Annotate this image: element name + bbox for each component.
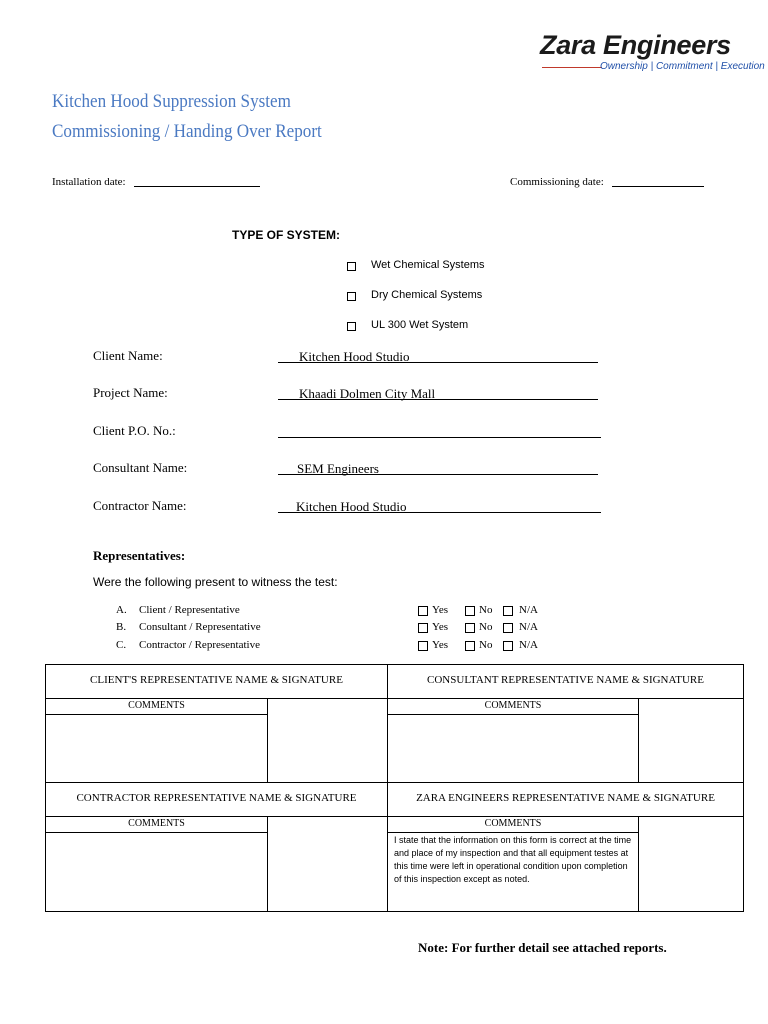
ul300-label: UL 300 Wet System <box>371 319 469 331</box>
witness-question: Were the following present to witness the test: <box>93 575 338 589</box>
project-name-value: Khaadi Dolmen City Mall <box>299 386 436 401</box>
company-tagline: Ownership | Commitment | Execution <box>600 61 765 72</box>
rep-c-no-checkbox[interactable] <box>465 641 475 651</box>
rep-b-yes-checkbox[interactable] <box>418 623 428 633</box>
system-type-heading: TYPE OF SYSTEM: <box>232 228 341 242</box>
dry-chemical-checkbox[interactable] <box>347 292 356 301</box>
contractor-comments-field[interactable] <box>46 833 267 911</box>
report-title-line1: Kitchen Hood Suppression System <box>52 91 291 112</box>
rep-a-yes-label: Yes <box>432 604 449 616</box>
project-name-field[interactable] <box>278 385 598 400</box>
commissioning-date-label: Commissioning date: <box>510 176 604 188</box>
contractor-signature-field[interactable] <box>268 817 387 911</box>
rep-b-no-label: No <box>479 621 493 633</box>
consultant-signature-field[interactable] <box>639 699 743 782</box>
rep-c-no-label: No <box>479 639 493 651</box>
client-signature-field[interactable] <box>268 699 387 782</box>
contractor-comments-label: COMMENTS <box>128 818 185 829</box>
consultant-name-value: SEM Engineers <box>297 461 379 476</box>
rep-b-label: Consultant / Representative <box>139 621 261 633</box>
project-name-label: Project Name: <box>93 385 168 400</box>
report-title-line2: Commissioning / Handing Over Report <box>52 121 322 142</box>
rep-c-na-label: N/A <box>519 639 538 651</box>
contractor-name-label: Contractor Name: <box>93 498 187 513</box>
representatives-heading: Representatives: <box>93 548 186 563</box>
commissioning-date-field[interactable] <box>612 174 704 187</box>
consultant-name-label: Consultant Name: <box>93 460 188 475</box>
rep-b-na-checkbox[interactable] <box>503 623 513 633</box>
client-po-field[interactable] <box>278 423 601 438</box>
rep-a-no-checkbox[interactable] <box>465 606 475 616</box>
client-comments-label: COMMENTS <box>128 700 185 711</box>
rep-c-letter: C. <box>116 639 127 651</box>
rep-a-no-label: No <box>479 604 493 616</box>
footer-note: Note: For further detail see attached reports. <box>418 940 667 955</box>
consultant-signature-header: CONSULTANT REPRESENTATIVE NAME & SIGNATURE <box>427 674 704 686</box>
client-name-label: Client Name: <box>93 348 163 363</box>
rep-c-label: Contractor / Representative <box>139 639 260 651</box>
installation-date-label: Installation date: <box>52 176 126 188</box>
inspection-statement: I state that the information on this form is correct at the time and place of my inspection and that all equipment testes at this time were left in operational condition upon completion of this inspection except as noted. <box>394 835 632 884</box>
rep-b-letter: B. <box>116 621 127 633</box>
rep-a-na-label: N/A <box>519 604 538 616</box>
consultant-comments-label: COMMENTS <box>484 700 542 711</box>
rep-c-yes-checkbox[interactable] <box>418 641 428 651</box>
wet-chemical-label: Wet Chemical Systems <box>371 259 485 271</box>
zara-signature-field[interactable] <box>639 817 743 911</box>
client-name-value: Kitchen Hood Studio <box>299 349 410 364</box>
zara-comments-label: COMMENTS <box>484 818 542 829</box>
installation-date-field[interactable] <box>134 174 260 187</box>
client-po-label: Client P.O. No.: <box>93 423 176 438</box>
client-signature-header: CLIENT'S REPRESENTATIVE NAME & SIGNATURE <box>90 674 343 686</box>
company-logo-name: Zara Engineers <box>540 30 731 60</box>
contractor-name-value: Kitchen Hood Studio <box>296 499 407 514</box>
dry-chemical-label: Dry Chemical Systems <box>371 289 483 301</box>
rep-c-na-checkbox[interactable] <box>503 641 513 651</box>
rep-b-na-label: N/A <box>519 621 538 633</box>
rep-b-no-checkbox[interactable] <box>465 623 475 633</box>
logo-accent-line <box>542 67 602 68</box>
rep-a-na-checkbox[interactable] <box>503 606 513 616</box>
contractor-name-field[interactable] <box>278 498 601 513</box>
rep-a-letter: A. <box>116 604 127 616</box>
client-comments-field[interactable] <box>46 715 267 782</box>
contractor-signature-header: CONTRACTOR REPRESENTATIVE NAME & SIGNATURE <box>76 792 357 804</box>
consultant-comments-field[interactable] <box>388 715 638 782</box>
rep-a-yes-checkbox[interactable] <box>418 606 428 616</box>
rep-c-yes-label: Yes <box>432 639 449 651</box>
consultant-name-field[interactable] <box>278 460 598 475</box>
client-name-field[interactable] <box>278 348 598 363</box>
ul300-checkbox[interactable] <box>347 322 356 331</box>
table-row-divider <box>387 832 638 833</box>
wet-chemical-checkbox[interactable] <box>347 262 356 271</box>
signature-table <box>45 664 744 912</box>
table-row-divider <box>46 782 743 783</box>
rep-a-label: Client / Representative <box>139 604 240 616</box>
rep-b-yes-label: Yes <box>432 621 449 633</box>
zara-signature-header: ZARA ENGINEERS REPRESENTATIVE NAME & SIGNATURE <box>416 792 715 804</box>
